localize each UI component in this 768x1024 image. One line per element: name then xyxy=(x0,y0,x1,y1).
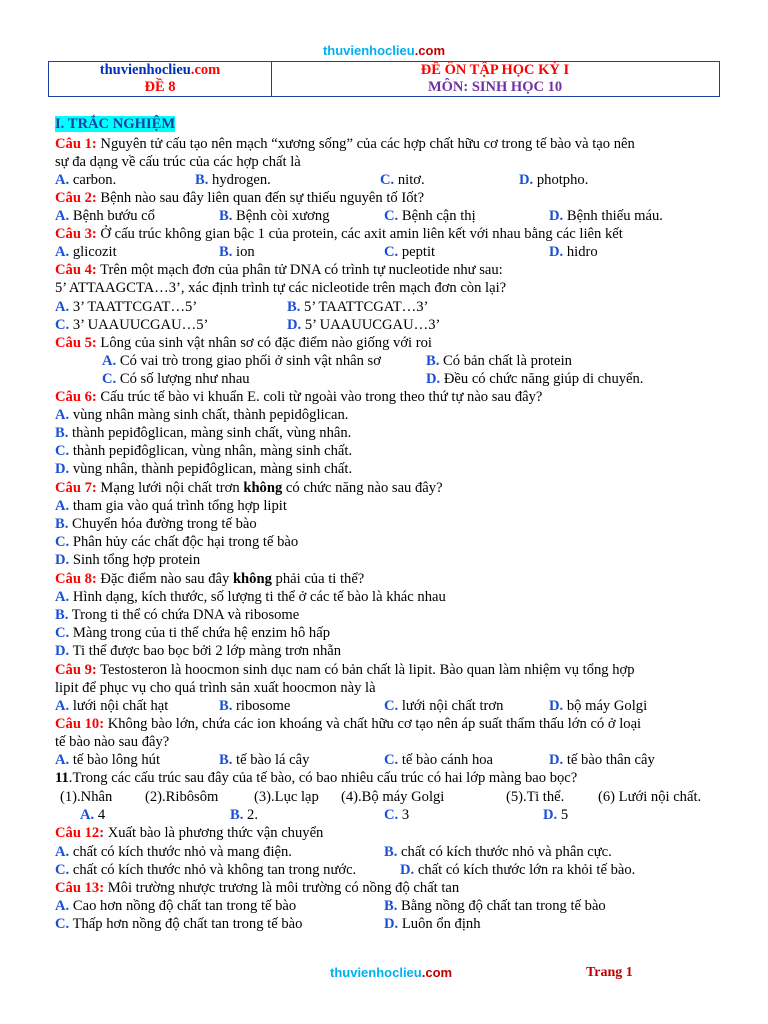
question-12: Câu 12: Xuất bào là phương thức vận chuyển xyxy=(55,825,324,841)
q6-option-c: C. thành pepiđôglican, vùng nhân, màng sinh chất. xyxy=(55,443,353,459)
q8-option-b: B. Trong ti thể có chứa DNA và ribosome xyxy=(55,607,300,623)
q6-option-a: A. vùng nhân màng sinh chất, thành pepidôglican. xyxy=(55,407,349,423)
question-9: Câu 9: Testosteron là hoocmon sinh dục nam có bản chất là lipit. Bào quan làm nhiệm vụ tổng hợp xyxy=(55,662,635,678)
q1-option-c: C. nitơ. xyxy=(380,172,425,188)
question-5: Câu 5: Lông của sinh vật nhân sơ có đặc điểm nào giống với roi xyxy=(55,335,432,351)
q5-option-a: A. Có vai trò trong giao phối ở sinh vật nhân sơ xyxy=(102,353,381,369)
q8-option-a: A. Hình dạng, kích thước, số lượng ti thể ở các tế bào là khác nhau xyxy=(55,589,446,605)
q9-option-c: C. lưới nội chất trơn xyxy=(384,698,504,714)
q4-option-b: B. 5’ TAATTCGAT…3’ xyxy=(287,299,429,315)
q11-item-4: (4).Bộ máy Golgi xyxy=(341,789,445,805)
q11-item-6: (6) Lưới nội chất. xyxy=(598,789,702,805)
q11-item-5: (5).Ti thể. xyxy=(506,789,565,805)
q7-option-a: A. tham gia vào quá trình tổng hợp lipit xyxy=(55,498,287,514)
q3-option-c: C. peptit xyxy=(384,244,436,260)
q4-option-a: A. 3’ TAATTCGAT…5’ xyxy=(55,299,198,315)
q7-option-c: C. Phân hủy các chất độc hại trong tế bào xyxy=(55,534,299,550)
header-table xyxy=(48,61,720,97)
q3-option-a: A. glicozit xyxy=(55,244,117,260)
question-8: Câu 8: Đặc điểm nào sau đây không phải của ti thể? xyxy=(55,571,365,587)
page-number: Trang 1 xyxy=(586,965,633,980)
exam-subject: MÔN: SINH HỌC 10 xyxy=(427,79,563,95)
q9-option-a: A. lưới nội chất hạt xyxy=(55,698,169,714)
q12-option-a: A. chất có kích thước nhỏ và mang điện. xyxy=(55,844,292,860)
q5-option-c: C. Có số lượng như nhau xyxy=(102,371,250,387)
q12-option-b: B. chất có kích thước nhỏ và phân cực. xyxy=(384,844,612,860)
q13-option-c: C. Thấp hơn nồng độ chất tan trong tế bào xyxy=(55,916,303,932)
top-site-name: thuvienhoclieu.com xyxy=(322,43,446,58)
q3-option-d: D. hidro xyxy=(549,244,598,260)
q11-option-b: B. 2. xyxy=(230,807,258,823)
q2-option-c: C. Bệnh cận thị xyxy=(384,208,476,224)
q13-option-a: A. Cao hơn nồng độ chất tan trong tế bào xyxy=(55,898,297,914)
q12-option-c: C. chất có kích thước nhỏ và không tan trong nước. xyxy=(55,862,357,878)
q2-option-a: A. Bệnh bướu cổ xyxy=(55,208,155,224)
q13-option-d: D. Luôn ổn định xyxy=(384,916,481,932)
q7-option-b: B. Chuyển hóa đường trong tế bào xyxy=(55,516,257,532)
q11-item-1: (1).Nhân xyxy=(60,789,113,805)
q11-option-d: D. 5 xyxy=(543,807,569,823)
footer-site-name: thuvienhoclieu.com xyxy=(330,965,453,980)
question-2: Câu 2: Bệnh nào sau đây liên quan đến sự thiếu nguyên tố Iốt? xyxy=(55,190,425,206)
q4-option-c: C. 3’ UAAUUCGAU…5’ xyxy=(55,317,209,333)
question-11: 11.Trong các cấu trúc sau đây của tế bào, có bao nhiêu cấu trúc có hai lớp màng bao bọc? xyxy=(55,770,578,786)
question-4: Câu 4: Trên một mạch đơn của phân tử DNA có trình tự nucleotide như sau: xyxy=(55,262,503,278)
q11-item-3: (3).Lục lạp xyxy=(254,789,319,805)
q6-option-d: D. vùng nhân, thành pepiđôglican, màng sinh chất. xyxy=(55,461,353,477)
q1-option-b: B. hydrogen. xyxy=(195,172,271,188)
q10-option-d: D. tế bào thân cây xyxy=(549,752,655,768)
exam-number: ĐỀ 8 xyxy=(144,79,176,95)
q5-option-b: B. Có bản chất là protein xyxy=(426,353,572,369)
q1-option-a: A. carbon. xyxy=(55,172,117,188)
question-6: Câu 6: Cấu trúc tế bào vi khuẩn E. coli từ ngoài vào trong theo thứ tự nào sau đây? xyxy=(55,389,543,405)
question-10: Câu 10: Không bào lớn, chứa các ion khoáng và chất hữu cơ tạo nên áp suất thẩm thấu lớn có ở loại xyxy=(55,716,642,732)
q9-option-b: B. ribosome xyxy=(219,698,291,714)
q9-option-d: D. bộ máy Golgi xyxy=(549,698,648,714)
section-title: I. TRẮC NGHIỆM xyxy=(55,116,176,132)
q3-option-b: B. ion xyxy=(219,244,255,260)
question-7: Câu 7: Mạng lưới nội chất trơn không có chức năng nào sau đây? xyxy=(55,480,443,496)
q11-option-a: A. 4 xyxy=(80,807,106,823)
header-right-cell xyxy=(271,62,719,96)
q2-option-b: B. Bệnh còi xương xyxy=(219,208,330,224)
q4-option-d: D. 5’ UAAUUCGAU…3’ xyxy=(287,317,441,333)
q5-option-d: D. Đều có chức năng giúp di chuyển. xyxy=(426,371,644,387)
question-13: Câu 13: Môi trường nhược trương là môi trường có nồng độ chất tan xyxy=(55,880,460,896)
header-left-cell: thuvienhoclieu.com ĐỀ 8 xyxy=(49,62,272,96)
q2-option-d: D. Bệnh thiếu máu. xyxy=(549,208,663,224)
q12-option-d: D. chất có kích thước lớn ra khỏi tế bào. xyxy=(400,862,636,878)
q10-option-c: C. tế bào cánh hoa xyxy=(384,752,494,768)
q10-option-b: B. tế bào lá cây xyxy=(219,752,310,768)
question-1: Câu 1: Nguyên tử cấu tạo nên mạch “xương sống” của các hợp chất hữu cơ trong tế bào và tạo nên xyxy=(55,136,635,152)
q1-option-d: D. photpho. xyxy=(519,172,589,188)
q6-option-b: B. thành pepiđôglican, màng sinh chất, vùng nhân. xyxy=(55,425,352,441)
q8-option-d: D. Ti thể được bao bọc bởi 2 lớp màng trơn nhẵn xyxy=(55,643,342,659)
q8-option-c: C. Màng trong của ti thể chứa hệ enzim hô hấp xyxy=(55,625,330,641)
q13-option-b: B. Bằng nồng độ chất tan trong tế bào xyxy=(384,898,606,914)
q7-option-d: D. Sinh tổng hợp protein xyxy=(55,552,201,568)
q11-option-c: C. 3 xyxy=(384,807,410,823)
q10-option-a: A. tế bào lông hút xyxy=(55,752,161,768)
q11-item-2: (2).Ribôsôm xyxy=(145,789,219,805)
exam-title: ĐỀ ÔN TẬP HỌC KỲ I xyxy=(420,62,570,78)
question-3: Câu 3: Ở cấu trúc không gian bậc 1 của protein, các axit amin liên kết với nhau bằng các liên kết xyxy=(55,226,623,242)
